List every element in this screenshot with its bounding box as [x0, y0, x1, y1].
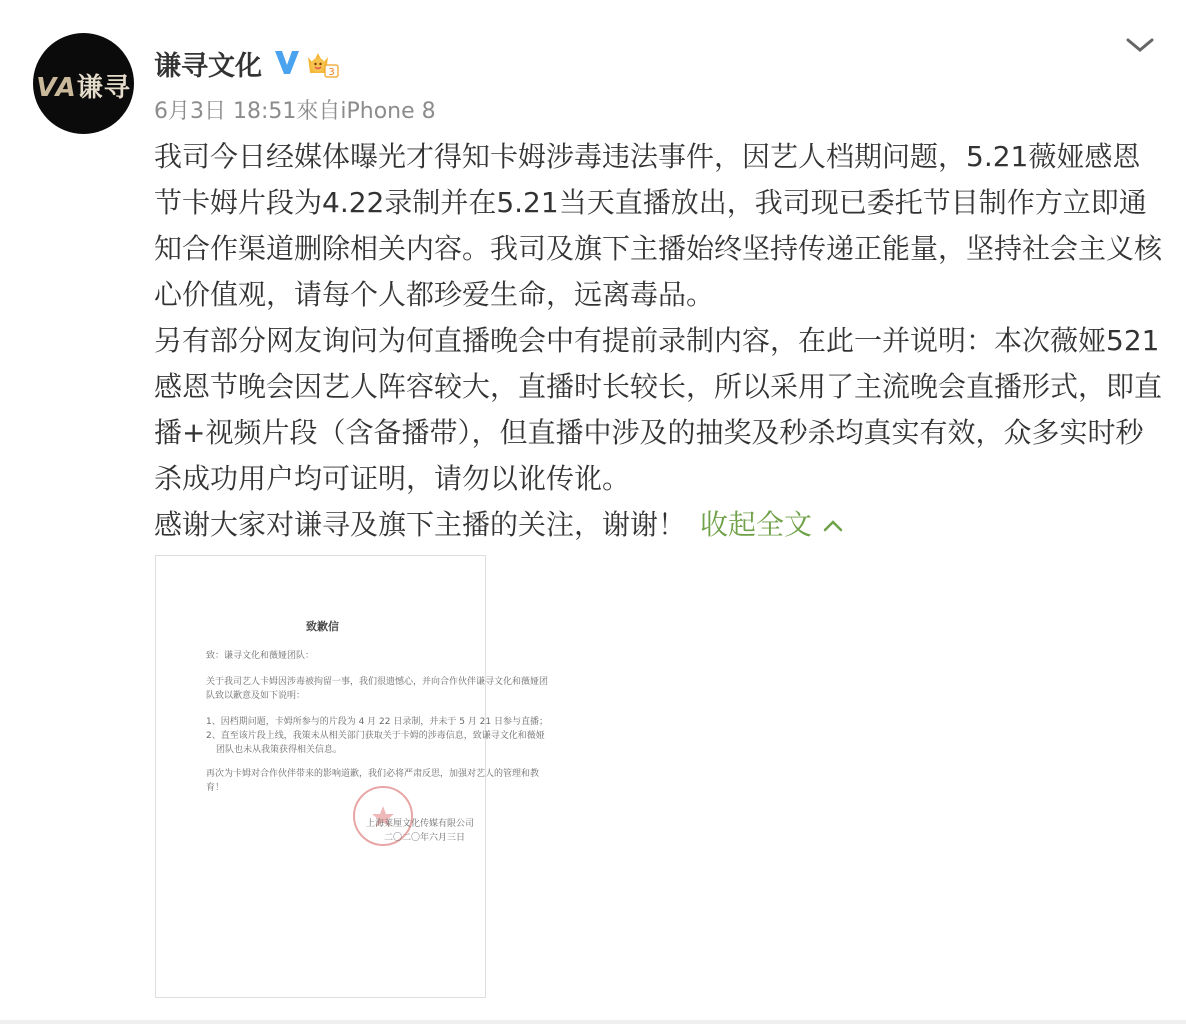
vip-level: 3 — [328, 67, 335, 78]
paragraph-closing — [154, 502, 1164, 548]
avatar-logo: VA谦寻 — [36, 73, 131, 103]
username[interactable]: 谦寻文化 — [154, 51, 262, 82]
verified-v-icon — [272, 47, 302, 77]
apology-letter-image[interactable] — [155, 555, 549, 998]
letter-intro-1: 关于我司艺人卡姆因涉毒被拘留一事，我们很遗憾心，并向合作伙伴谦寻文化和薇娅团 — [206, 677, 549, 687]
letter-item-2a: 2、直至该片段上线，我策未从相关部门获取关于卡姆的涉毒信息，致谦寻文化和薇娅 — [206, 731, 545, 741]
chevron-up-icon — [822, 518, 844, 534]
letter-title: 致歉信 — [306, 620, 339, 633]
divider — [0, 1020, 1186, 1024]
collapse-label: 收起全文 — [700, 508, 813, 541]
letter-apology-1: 再次为卡姆对合作伙伴带来的影响道歉，我们必将严肃反思，加强对艺人的管理和教 — [206, 769, 540, 779]
letter-date: 二〇二〇年六月三日 — [384, 833, 466, 843]
collapse-button[interactable] — [700, 508, 844, 541]
paragraph-2: 另有部分网友询问为何直播晚会中有提前录制内容，在此一并说明：本次薇娅521感恩节晚会因艺人阵容较大，直播时长较长，所以采用了主流晚会直播形式，即直播+视频片段（含备播带），但直播中涉及的抽奖及秒杀均真实有效，众多实时秒杀成功用户均可证明，请勿以讹传讹。 — [154, 324, 1163, 495]
closing-text: 感谢大家对谦寻及旗下主播的关注，谢谢！ — [154, 508, 687, 541]
avatar[interactable] — [33, 33, 134, 134]
letter-salutation: 致：谦寻文化和薇娅团队： — [206, 651, 315, 661]
vip-crown-icon — [304, 47, 340, 79]
letter-item-1: 1、因档期问题，卡姆所参与的片段为 4 月 22 日录制，并未于 5 月 21 日参与直播； — [206, 717, 548, 727]
letter-apology-2: 育！ — [206, 783, 225, 793]
post-meta: 6月3日 18:51來自iPhone 8 — [154, 99, 436, 124]
letter-intro-2: 队致以歉意及如下说明： — [206, 691, 306, 701]
chevron-down-icon[interactable] — [1124, 34, 1156, 56]
paragraph-1: 我司今日经媒体曝光才得知卡姆涉毒违法事件，因艺人档期问题，5.21薇娅感恩节卡姆片段为4.22录制并在5.21当天直播放出，我司现已委托节目制作方立即通知合作渠道删除相关内容。我司及旗下主播始终坚持传递正能量，坚持社会主义核心价值观，请每个人都珍爱生命，远离毒品。 — [154, 140, 1163, 311]
letter-signature: 上海莱厘文化传媒有限公司 — [366, 819, 475, 829]
post-content — [154, 134, 1164, 548]
letter-item-2b: 团队也未从我策获得相关信息。 — [216, 745, 343, 755]
